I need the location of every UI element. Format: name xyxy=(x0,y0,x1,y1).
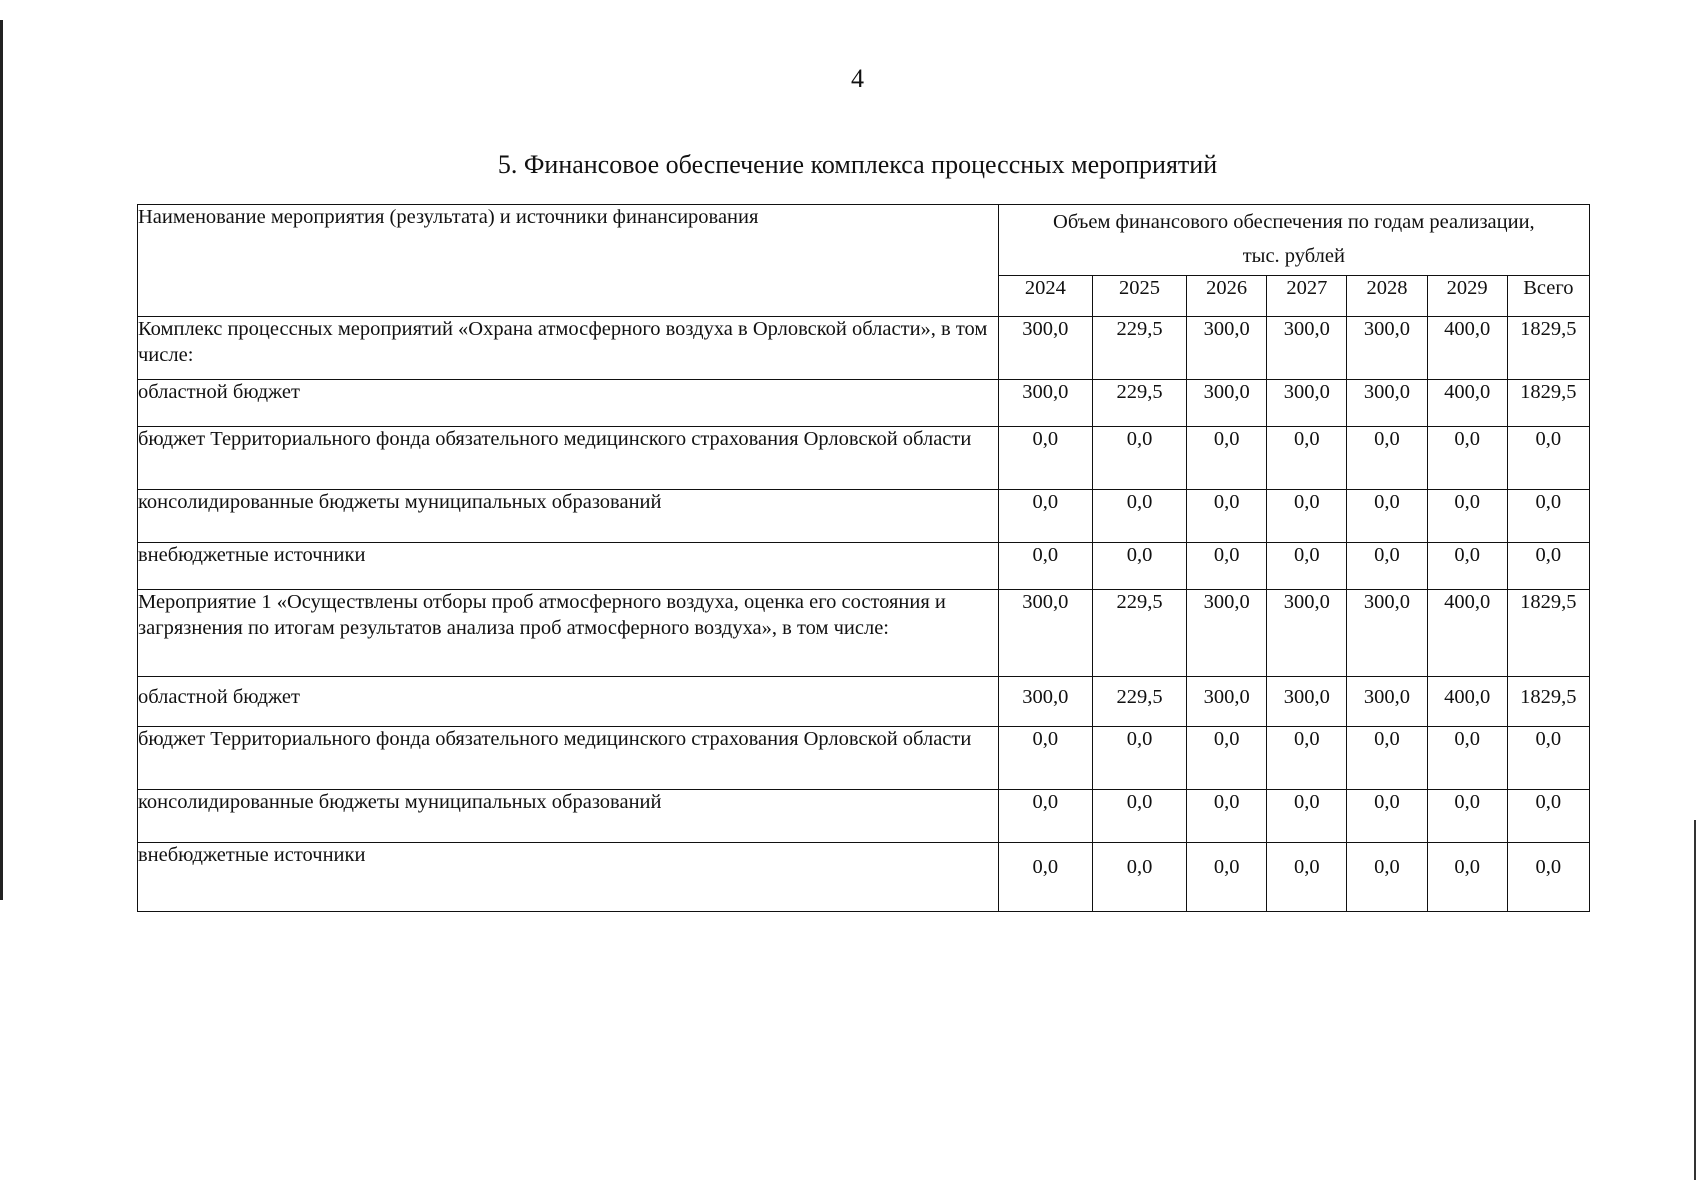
value-cell: 300,0 xyxy=(998,380,1092,427)
value-cell: 0,0 xyxy=(1092,543,1186,590)
year-header: 2024 xyxy=(998,276,1092,317)
year-header: 2027 xyxy=(1267,276,1347,317)
value-cell: 0,0 xyxy=(1427,490,1507,543)
value-cell: 0,0 xyxy=(998,790,1092,843)
total-cell: 0,0 xyxy=(1507,543,1589,590)
value-cell: 0,0 xyxy=(1427,727,1507,790)
value-cell: 0,0 xyxy=(1092,427,1186,490)
table-row xyxy=(138,843,1590,912)
value-cell: 300,0 xyxy=(1267,677,1347,727)
value-cell: 0,0 xyxy=(1427,790,1507,843)
table-row xyxy=(138,727,1590,790)
value-cell: 0,0 xyxy=(1187,490,1267,543)
value-cell: 0,0 xyxy=(998,490,1092,543)
value-cell: 0,0 xyxy=(1187,427,1267,490)
table-row xyxy=(138,677,1590,727)
value-cell: 0,0 xyxy=(1267,790,1347,843)
page-number: 4 xyxy=(851,64,864,93)
total-header: Всего xyxy=(1507,276,1589,317)
row-name: внебюджетные источники xyxy=(138,543,999,590)
value-cell: 0,0 xyxy=(1267,727,1347,790)
table-row xyxy=(138,543,1590,590)
table-row xyxy=(138,490,1590,543)
value-cell: 0,0 xyxy=(1267,490,1347,543)
year-header: 2025 xyxy=(1092,276,1186,317)
value-cell: 229,5 xyxy=(1092,317,1186,380)
table-row xyxy=(138,790,1590,843)
value-cell: 0,0 xyxy=(998,727,1092,790)
total-cell: 1829,5 xyxy=(1507,590,1589,677)
table-row xyxy=(138,590,1590,677)
year-header: 2029 xyxy=(1427,276,1507,317)
value-cell: 300,0 xyxy=(1187,590,1267,677)
value-cell: 300,0 xyxy=(1187,317,1267,380)
value-cell: 0,0 xyxy=(1187,543,1267,590)
total-cell: 0,0 xyxy=(1507,843,1589,912)
value-cell: 300,0 xyxy=(1267,317,1347,380)
value-cell: 300,0 xyxy=(1347,677,1427,727)
value-cell: 300,0 xyxy=(998,590,1092,677)
value-cell: 0,0 xyxy=(1427,427,1507,490)
value-cell: 0,0 xyxy=(1347,543,1427,590)
value-cell: 400,0 xyxy=(1427,677,1507,727)
value-cell: 300,0 xyxy=(998,317,1092,380)
value-cell: 0,0 xyxy=(1187,727,1267,790)
row-name: бюджет Территориального фонда обязательного медицинского страхования Орловской области xyxy=(138,727,999,790)
value-cell: 229,5 xyxy=(1092,380,1186,427)
value-cell: 0,0 xyxy=(1092,790,1186,843)
row-name: областной бюджет xyxy=(138,677,999,727)
row-name: консолидированные бюджеты муниципальных образований xyxy=(138,790,999,843)
row-name: Мероприятие 1 «Осуществлены отборы проб атмосферного воздуха, оценка его состояния и загрязнения по итогам результатов анализа проб атмосферного воздуха», в том числе: xyxy=(138,590,999,677)
value-cell: 300,0 xyxy=(1267,590,1347,677)
financing-table xyxy=(137,204,1590,912)
value-cell: 300,0 xyxy=(1347,317,1427,380)
value-cell: 0,0 xyxy=(998,427,1092,490)
table-row xyxy=(138,427,1590,490)
header-volume xyxy=(998,205,1589,276)
section-title: 5. Финансовое обеспечение комплекса процессных мероприятий xyxy=(497,150,1218,179)
value-cell: 0,0 xyxy=(1347,427,1427,490)
table-row xyxy=(138,380,1590,427)
value-cell: 229,5 xyxy=(1092,677,1186,727)
value-cell: 0,0 xyxy=(1347,490,1427,543)
value-cell: 0,0 xyxy=(1427,543,1507,590)
value-cell: 0,0 xyxy=(998,843,1092,912)
header-volume-line2: тыс. рублей xyxy=(1242,245,1345,267)
value-cell: 0,0 xyxy=(998,543,1092,590)
value-cell: 0,0 xyxy=(1267,843,1347,912)
value-cell: 0,0 xyxy=(1187,843,1267,912)
table-row xyxy=(138,317,1590,380)
total-cell: 1829,5 xyxy=(1507,317,1589,380)
value-cell: 300,0 xyxy=(1187,380,1267,427)
row-name: областной бюджет xyxy=(138,380,999,427)
value-cell: 300,0 xyxy=(1267,380,1347,427)
value-cell: 0,0 xyxy=(1187,790,1267,843)
total-cell: 1829,5 xyxy=(1507,677,1589,727)
row-name: бюджет Территориального фонда обязательного медицинского страхования Орловской области xyxy=(138,427,999,490)
total-cell: 0,0 xyxy=(1507,790,1589,843)
value-cell: 0,0 xyxy=(1267,543,1347,590)
total-cell: 1829,5 xyxy=(1507,380,1589,427)
header-name: Наименование мероприятия (результата) и источники финансирования xyxy=(138,205,999,317)
row-name: Комплекс процессных мероприятий «Охрана атмосферного воздуха в Орловской области», в том числе: xyxy=(138,317,999,380)
value-cell: 300,0 xyxy=(998,677,1092,727)
value-cell: 400,0 xyxy=(1427,380,1507,427)
row-name: консолидированные бюджеты муниципальных образований xyxy=(138,490,999,543)
value-cell: 229,5 xyxy=(1092,590,1186,677)
value-cell: 0,0 xyxy=(1092,490,1186,543)
value-cell: 0,0 xyxy=(1092,843,1186,912)
value-cell: 300,0 xyxy=(1187,677,1267,727)
value-cell: 0,0 xyxy=(1427,843,1507,912)
total-cell: 0,0 xyxy=(1507,727,1589,790)
value-cell: 300,0 xyxy=(1347,380,1427,427)
header-volume-line1: Объем финансового обеспечения по годам реализации, xyxy=(1053,211,1535,233)
value-cell: 0,0 xyxy=(1347,727,1427,790)
value-cell: 0,0 xyxy=(1347,843,1427,912)
value-cell: 400,0 xyxy=(1427,317,1507,380)
total-cell: 0,0 xyxy=(1507,490,1589,543)
value-cell: 0,0 xyxy=(1092,727,1186,790)
value-cell: 0,0 xyxy=(1347,790,1427,843)
value-cell: 300,0 xyxy=(1347,590,1427,677)
row-name: внебюджетные источники xyxy=(138,843,999,912)
total-cell: 0,0 xyxy=(1507,427,1589,490)
scan-edge-right xyxy=(1694,820,1696,1180)
year-header: 2026 xyxy=(1187,276,1267,317)
value-cell: 0,0 xyxy=(1267,427,1347,490)
year-header: 2028 xyxy=(1347,276,1427,317)
value-cell: 400,0 xyxy=(1427,590,1507,677)
